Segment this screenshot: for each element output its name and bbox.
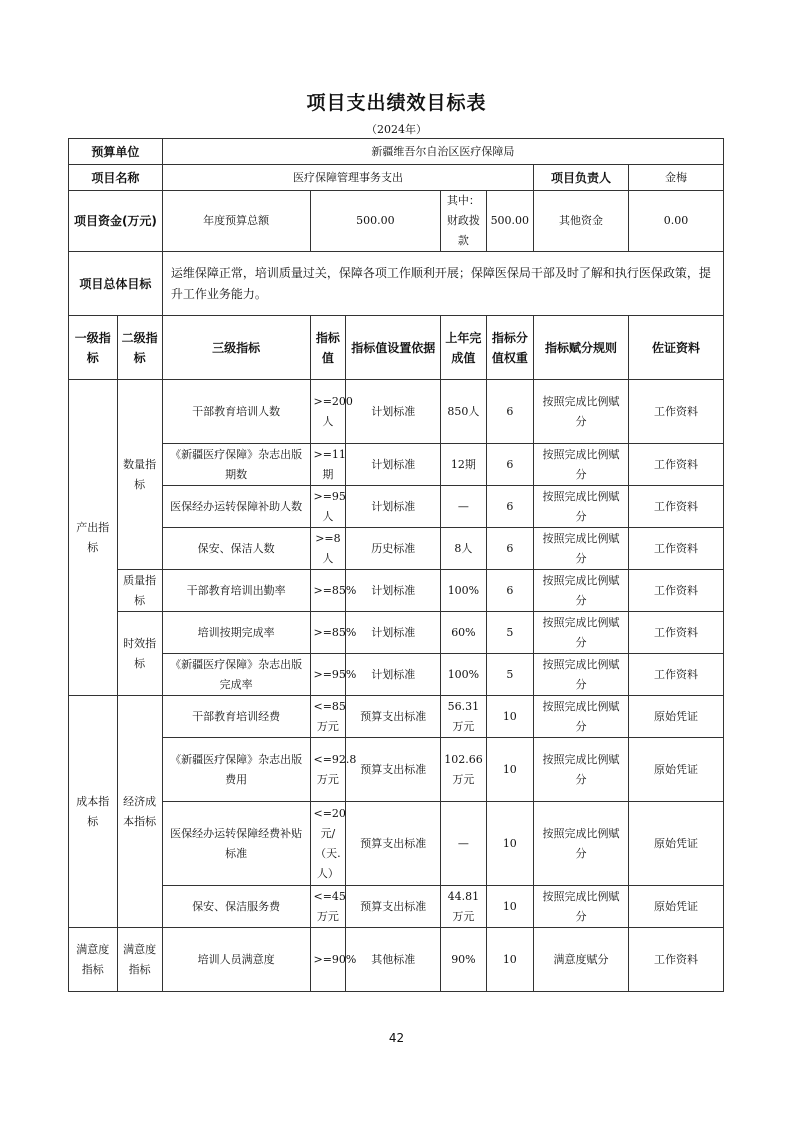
table-row: [69, 928, 724, 992]
indicator-weight: 5: [486, 654, 533, 696]
indicator-basis: 其他标准: [346, 928, 441, 992]
indicator-evidence: 工作资料: [628, 654, 723, 696]
group-quantity: 数量指标: [117, 380, 162, 570]
indicator-weight: 6: [486, 486, 533, 528]
indicator-evidence: 原始凭证: [628, 696, 723, 738]
indicator-name: 干部教育培训人数: [162, 380, 310, 444]
indicator-rule: 按照完成比例赋分: [534, 738, 629, 802]
table-row: [69, 570, 724, 612]
indicator-weight: 10: [486, 928, 533, 992]
group-quality: 质量指标: [117, 570, 162, 612]
col-level3: 三级指标: [162, 316, 310, 380]
owner-value: 金梅: [628, 165, 723, 191]
indicator-basis: 计划标准: [346, 444, 441, 486]
indicator-basis: 预算支出标准: [346, 738, 441, 802]
indicator-basis: 预算支出标准: [346, 802, 441, 886]
indicator-last: 8人: [441, 528, 486, 570]
annual-value: 500.00: [310, 191, 441, 252]
table-row: [69, 612, 724, 654]
table-row: [69, 738, 724, 802]
indicator-rule: 按照完成比例赋分: [534, 570, 629, 612]
indicator-weight: 6: [486, 380, 533, 444]
table-row: [69, 802, 724, 886]
unit-row: [69, 139, 724, 165]
indicator-last: —: [441, 486, 486, 528]
indicator-name: 《新疆医疗保障》杂志出版费用: [162, 738, 310, 802]
owner-label: 项目负责人: [534, 165, 629, 191]
funds-label: 项目资金(万元): [69, 191, 163, 252]
indicator-name: 干部教育培训出勤率: [162, 570, 310, 612]
project-value: 医疗保障管理事务支出: [162, 165, 533, 191]
indicator-last: 102.66万元: [441, 738, 486, 802]
indicator-weight: 10: [486, 886, 533, 928]
unit-label: 预算单位: [69, 139, 163, 165]
indicator-name: 培训人员满意度: [162, 928, 310, 992]
group-cost: 成本指标: [69, 696, 118, 928]
indicator-basis: 历史标准: [346, 528, 441, 570]
indicator-evidence: 原始凭证: [628, 738, 723, 802]
indicator-rule: 按照完成比例赋分: [534, 444, 629, 486]
unit-value: 新疆维吾尔自治区医疗保障局: [162, 139, 723, 165]
indicator-last: 850人: [441, 380, 486, 444]
indicator-last: 100%: [441, 570, 486, 612]
goal-value: 运维保障正常，培训质量过关，保障各项工作顺利开展；保障医保局干部及时了解和执行医保政策，提升工作业务能力。: [162, 252, 723, 316]
indicator-value: <=85万元: [310, 696, 346, 738]
indicator-rule: 按照完成比例赋分: [534, 380, 629, 444]
indicator-rule: 按照完成比例赋分: [534, 528, 629, 570]
col-level2: 二级指标: [117, 316, 162, 380]
indicator-value: <=45万元: [310, 886, 346, 928]
indicator-basis: 计划标准: [346, 570, 441, 612]
indicator-evidence: 工作资料: [628, 380, 723, 444]
column-header-row: [69, 316, 724, 380]
performance-target-table: [68, 138, 724, 992]
indicator-value: >=85%: [310, 570, 346, 612]
indicator-weight: 10: [486, 802, 533, 886]
indicator-value: >=8人: [310, 528, 346, 570]
indicator-rule: 按照完成比例赋分: [534, 486, 629, 528]
indicator-name: 培训按期完成率: [162, 612, 310, 654]
indicator-weight: 6: [486, 528, 533, 570]
funds-row: [69, 191, 724, 252]
group-output: 产出指标: [69, 380, 118, 696]
indicator-basis: 计划标准: [346, 654, 441, 696]
indicator-last: 12期: [441, 444, 486, 486]
indicator-name: 《新疆医疗保障》杂志出版完成率: [162, 654, 310, 696]
table-row: [69, 380, 724, 444]
indicator-value: >=95人: [310, 486, 346, 528]
indicator-evidence: 工作资料: [628, 612, 723, 654]
indicator-evidence: 工作资料: [628, 528, 723, 570]
indicator-name: 《新疆医疗保障》杂志出版期数: [162, 444, 310, 486]
indicator-value: >=95%: [310, 654, 346, 696]
indicator-evidence: 工作资料: [628, 486, 723, 528]
indicator-name: 医保经办运转保障经费补贴标准: [162, 802, 310, 886]
indicator-value: >=90%: [310, 928, 346, 992]
indicator-last: 90%: [441, 928, 486, 992]
indicator-basis: 计划标准: [346, 380, 441, 444]
indicator-weight: 6: [486, 444, 533, 486]
year-label: （2024年）: [366, 123, 427, 136]
group-economic: 经济成本指标: [117, 696, 162, 928]
indicator-name: 医保经办运转保障补助人数: [162, 486, 310, 528]
indicator-basis: 计划标准: [346, 486, 441, 528]
col-value: 指标值: [310, 316, 346, 380]
indicator-evidence: 工作资料: [628, 444, 723, 486]
indicator-value: >=85%: [310, 612, 346, 654]
indicator-last: —: [441, 802, 486, 886]
indicator-value: <=20元/（天.人）: [310, 802, 346, 886]
table-row: [69, 444, 724, 486]
other-value: 0.00: [663, 214, 689, 227]
other-label: 其他资金: [559, 214, 603, 227]
table-row: [69, 654, 724, 696]
indicator-last: 60%: [441, 612, 486, 654]
goal-label: 项目总体目标: [69, 252, 163, 316]
indicator-value: >=200人: [310, 380, 346, 444]
indicator-basis: 预算支出标准: [346, 886, 441, 928]
indicator-name: 保安、保洁人数: [162, 528, 310, 570]
indicator-name: 干部教育培训经费: [162, 696, 310, 738]
fiscal-label: 其中：财政拨款: [441, 191, 486, 252]
fiscal-value: 500.00: [486, 191, 533, 252]
other-value-cell: [628, 191, 723, 252]
indicator-rule: 按照完成比例赋分: [534, 886, 629, 928]
table-row: [69, 486, 724, 528]
col-basis: 指标值设置依据: [346, 316, 441, 380]
page-title: 项目支出绩效目标表: [306, 92, 487, 114]
group-timeliness: 时效指标: [117, 612, 162, 696]
indicator-value: <=92.8万元: [310, 738, 346, 802]
indicator-last: 56.31万元: [441, 696, 486, 738]
indicator-last: 100%: [441, 654, 486, 696]
indicator-rule: 按照完成比例赋分: [534, 612, 629, 654]
indicator-weight: 6: [486, 570, 533, 612]
indicator-evidence: 原始凭证: [628, 802, 723, 886]
group-satisfaction: 满意度指标: [69, 928, 118, 992]
indicator-last: 44.81万元: [441, 886, 486, 928]
goal-row: [69, 252, 724, 316]
indicator-weight: 5: [486, 612, 533, 654]
indicator-rule: 按照完成比例赋分: [534, 654, 629, 696]
annual-label: 年度预算总额: [162, 191, 310, 252]
indicator-weight: 10: [486, 738, 533, 802]
col-rule: 指标赋分规则: [534, 316, 629, 380]
table-row: [69, 696, 724, 738]
indicator-basis: 计划标准: [346, 612, 441, 654]
table-row: [69, 886, 724, 928]
col-weight: 指标分值权重: [486, 316, 533, 380]
group-satisfaction-level2: 满意度指标: [117, 928, 162, 992]
indicator-value: >=11期: [310, 444, 346, 486]
page-number: 42: [388, 1031, 405, 1045]
col-evidence: 佐证资料: [628, 316, 723, 380]
indicator-evidence: 工作资料: [628, 570, 723, 612]
table-row: [69, 528, 724, 570]
col-level1: 一级指标: [69, 316, 118, 380]
project-row: [69, 165, 724, 191]
project-label: 项目名称: [69, 165, 163, 191]
indicator-rule: 按照完成比例赋分: [534, 696, 629, 738]
indicator-weight: 10: [486, 696, 533, 738]
other-label-cell: [534, 191, 629, 252]
indicator-evidence: 工作资料: [628, 928, 723, 992]
indicator-evidence: 原始凭证: [628, 886, 723, 928]
indicator-basis: 预算支出标准: [346, 696, 441, 738]
indicator-rule: 满意度赋分: [534, 928, 629, 992]
indicator-rule: 按照完成比例赋分: [534, 802, 629, 886]
col-last: 上年完成值: [441, 316, 486, 380]
indicator-name: 保安、保洁服务费: [162, 886, 310, 928]
